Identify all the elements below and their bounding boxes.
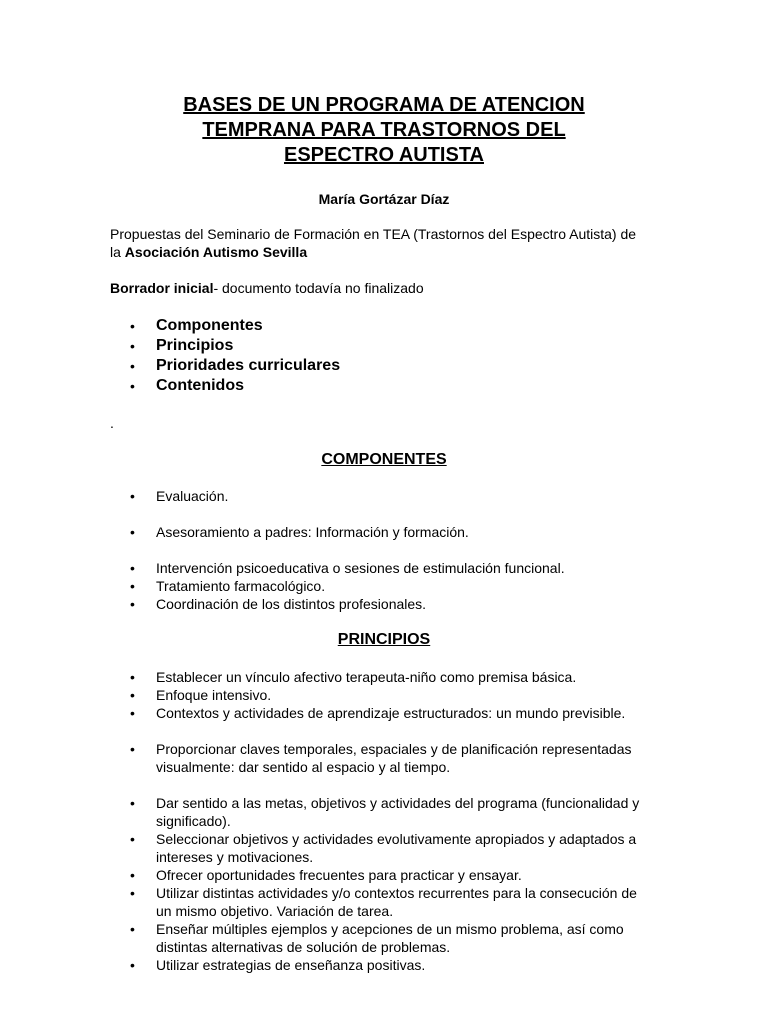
- bullet-icon: •: [130, 669, 135, 685]
- bullet-icon: •: [130, 488, 135, 504]
- title-line-1: BASES DE UN PROGRAMA DE ATENCION: [183, 94, 585, 116]
- principios-list: [110, 668, 650, 974]
- bullet-icon: •: [130, 885, 135, 901]
- toc-item-label: Principios: [156, 337, 234, 354]
- bullet-icon: •: [130, 578, 135, 594]
- bullet-icon: •: [130, 318, 135, 334]
- list-item-text: Intervención psicoeducativa o sesiones de estimulación funcional.: [156, 560, 565, 576]
- author-name: María Gortázar Díaz: [318, 191, 450, 207]
- bullet-icon: •: [130, 795, 135, 811]
- list-item: [110, 559, 650, 577]
- list-item-text: Evaluación.: [156, 488, 229, 504]
- componentes-list: [110, 487, 650, 613]
- list-item: [110, 487, 650, 505]
- section-heading-principios: PRINCIPIOS: [337, 631, 431, 648]
- bullet-icon: •: [130, 957, 135, 973]
- list-item: [110, 884, 650, 920]
- list-item: [110, 577, 650, 595]
- bullet-icon: •: [130, 524, 135, 540]
- separator-dot: .: [110, 415, 114, 431]
- bullet-icon: •: [130, 705, 135, 721]
- bullet-icon: •: [130, 867, 135, 883]
- bullet-icon: •: [130, 831, 135, 847]
- list-item-text: Tratamiento farmacológico.: [156, 578, 326, 594]
- section-heading-componentes: COMPONENTES: [321, 451, 447, 468]
- list-item: [110, 740, 650, 776]
- list-item: [110, 956, 650, 974]
- bullet-icon: •: [130, 687, 135, 703]
- bullet-icon: •: [130, 358, 135, 374]
- toc-item: [110, 376, 650, 396]
- toc-item: [110, 356, 650, 376]
- list-item-text: Coordinación de los distintos profesionales.: [156, 596, 427, 612]
- intro-association: Asociación Autismo Sevilla: [124, 244, 308, 260]
- list-item: [110, 920, 650, 956]
- toc-item: [110, 316, 650, 336]
- list-item-text: Seleccionar objetivos y actividades evolutivamente apropiados y adaptados a intereses y motivaciones.: [156, 831, 637, 865]
- list-item: [110, 704, 650, 722]
- list-item: [110, 523, 650, 541]
- list-item-text: Enseñar múltiples ejemplos y acepciones de un mismo problema, así como distintas alternativas de solución de problemas.: [156, 921, 624, 955]
- toc-item-label: Componentes: [156, 317, 263, 334]
- list-item: [110, 686, 650, 704]
- list-item-text: Ofrecer oportunidades frecuentes para practicar y ensayar.: [156, 867, 522, 883]
- bullet-icon: •: [130, 596, 135, 612]
- list-item: [110, 830, 650, 866]
- title-line-2: TEMPRANA PARA TRASTORNOS DEL: [202, 119, 566, 141]
- draft-label: Borrador inicial: [110, 280, 214, 296]
- list-item-text: Establecer un vínculo afectivo terapeuta-niño como premisa básica.: [156, 669, 577, 685]
- list-item-text: Contextos y actividades de aprendizaje estructurados: un mundo previsible.: [156, 705, 626, 721]
- list-item-text: Asesoramiento a padres: Información y formación.: [156, 524, 469, 540]
- list-item: [110, 794, 650, 830]
- toc-item-label: Prioridades curriculares: [156, 357, 341, 374]
- document-title: [110, 93, 658, 168]
- draft-note: [110, 279, 640, 297]
- bullet-icon: •: [130, 560, 135, 576]
- bullet-icon: •: [130, 338, 135, 354]
- list-item-text: Utilizar estrategias de enseñanza positivas.: [156, 957, 426, 973]
- title-line-3: ESPECTRO AUTISTA: [283, 144, 484, 166]
- toc-item-label: Contenidos: [156, 377, 244, 394]
- list-item-text: Enfoque intensivo.: [156, 687, 272, 703]
- list-item: [110, 595, 650, 613]
- list-item-text: Proporcionar claves temporales, espaciales y de planificación representadas visualmente: dar sentido al espacio y al tiempo.: [156, 741, 632, 775]
- bullet-icon: •: [130, 921, 135, 937]
- list-item-text: Dar sentido a las metas, objetivos y actividades del programa (funcionalidad y significado).: [156, 795, 640, 829]
- intro-paragraph: [110, 225, 640, 261]
- list-item: [110, 668, 650, 686]
- toc-list: [110, 316, 650, 396]
- list-item-text: Utilizar distintas actividades y/o contextos recurrentes para la consecución de un mismo objetivo. Variación de tarea.: [156, 885, 637, 919]
- bullet-icon: •: [130, 378, 135, 394]
- bullet-icon: •: [130, 741, 135, 757]
- draft-text: - documento todavía no finalizado: [213, 280, 424, 296]
- intro-text: Propuestas del Seminario de Formación en TEA (Trastornos del Espectro Autista) de la: [110, 226, 637, 260]
- list-item: [110, 866, 650, 884]
- toc-item: [110, 336, 650, 356]
